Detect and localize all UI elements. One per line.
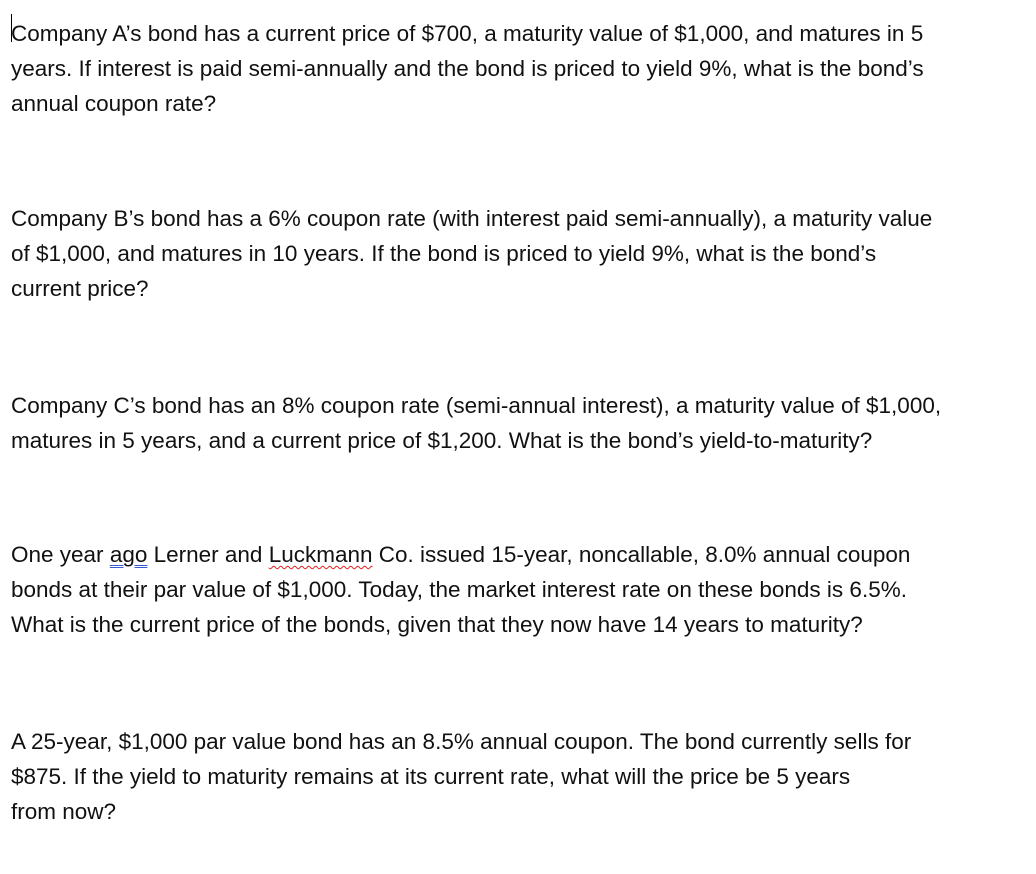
- question-25-year-bond: [11, 724, 1031, 829]
- question-line: What is the current price of the bonds, given that they now have 14 years to maturity?: [11, 612, 863, 637]
- grammar-underline-word[interactable]: ago: [109, 542, 148, 567]
- question-text: One year: [11, 542, 110, 567]
- question-line: annual coupon rate?: [11, 91, 217, 116]
- question-line: Company C’s bond has an 8% coupon rate (semi-annual interest), a maturity value of $1,000,: [11, 393, 942, 418]
- question-line: matures in 5 years, and a current price of $1,200. What is the bond’s yield-to-maturity?: [11, 428, 873, 453]
- question-line: from now?: [11, 799, 117, 824]
- question-line: bonds at their par value of $1,000. Today, the market interest rate on these bonds is 6.5%.: [11, 577, 907, 602]
- question-text: Co. issued 15-year, noncallable, 8.0% annual coupon: [372, 542, 911, 567]
- question-text: Lerner and: [147, 542, 269, 567]
- question-line: of $1,000, and matures in 10 years. If the bond is priced to yield 9%, what is the bond’s: [11, 241, 877, 266]
- question-company-c: [11, 388, 1031, 458]
- question-line: current price?: [11, 276, 149, 301]
- question-company-b: [11, 201, 1031, 306]
- question-lerner-luckmann: [11, 537, 1031, 642]
- question-line: A 25-year, $1,000 par value bond has an 8.5% annual coupon. The bond currently sells for: [11, 729, 912, 754]
- question-line: $875. If the yield to maturity remains at its current rate, what will the price be 5 years: [11, 764, 851, 789]
- question-line: years. If interest is paid semi-annually and the bond is priced to yield 9%, what is the bond’s: [11, 56, 924, 81]
- question-line: Company A’s bond has a current price of $700, a maturity value of $1,000, and matures in 5: [11, 21, 924, 46]
- question-line: Company B’s bond has a 6% coupon rate (with interest paid semi-annually), a maturity value: [11, 206, 933, 231]
- spellcheck-underline-word[interactable]: Luckmann: [268, 542, 373, 567]
- question-company-a: [11, 16, 1031, 121]
- question-line: [11, 537, 1031, 572]
